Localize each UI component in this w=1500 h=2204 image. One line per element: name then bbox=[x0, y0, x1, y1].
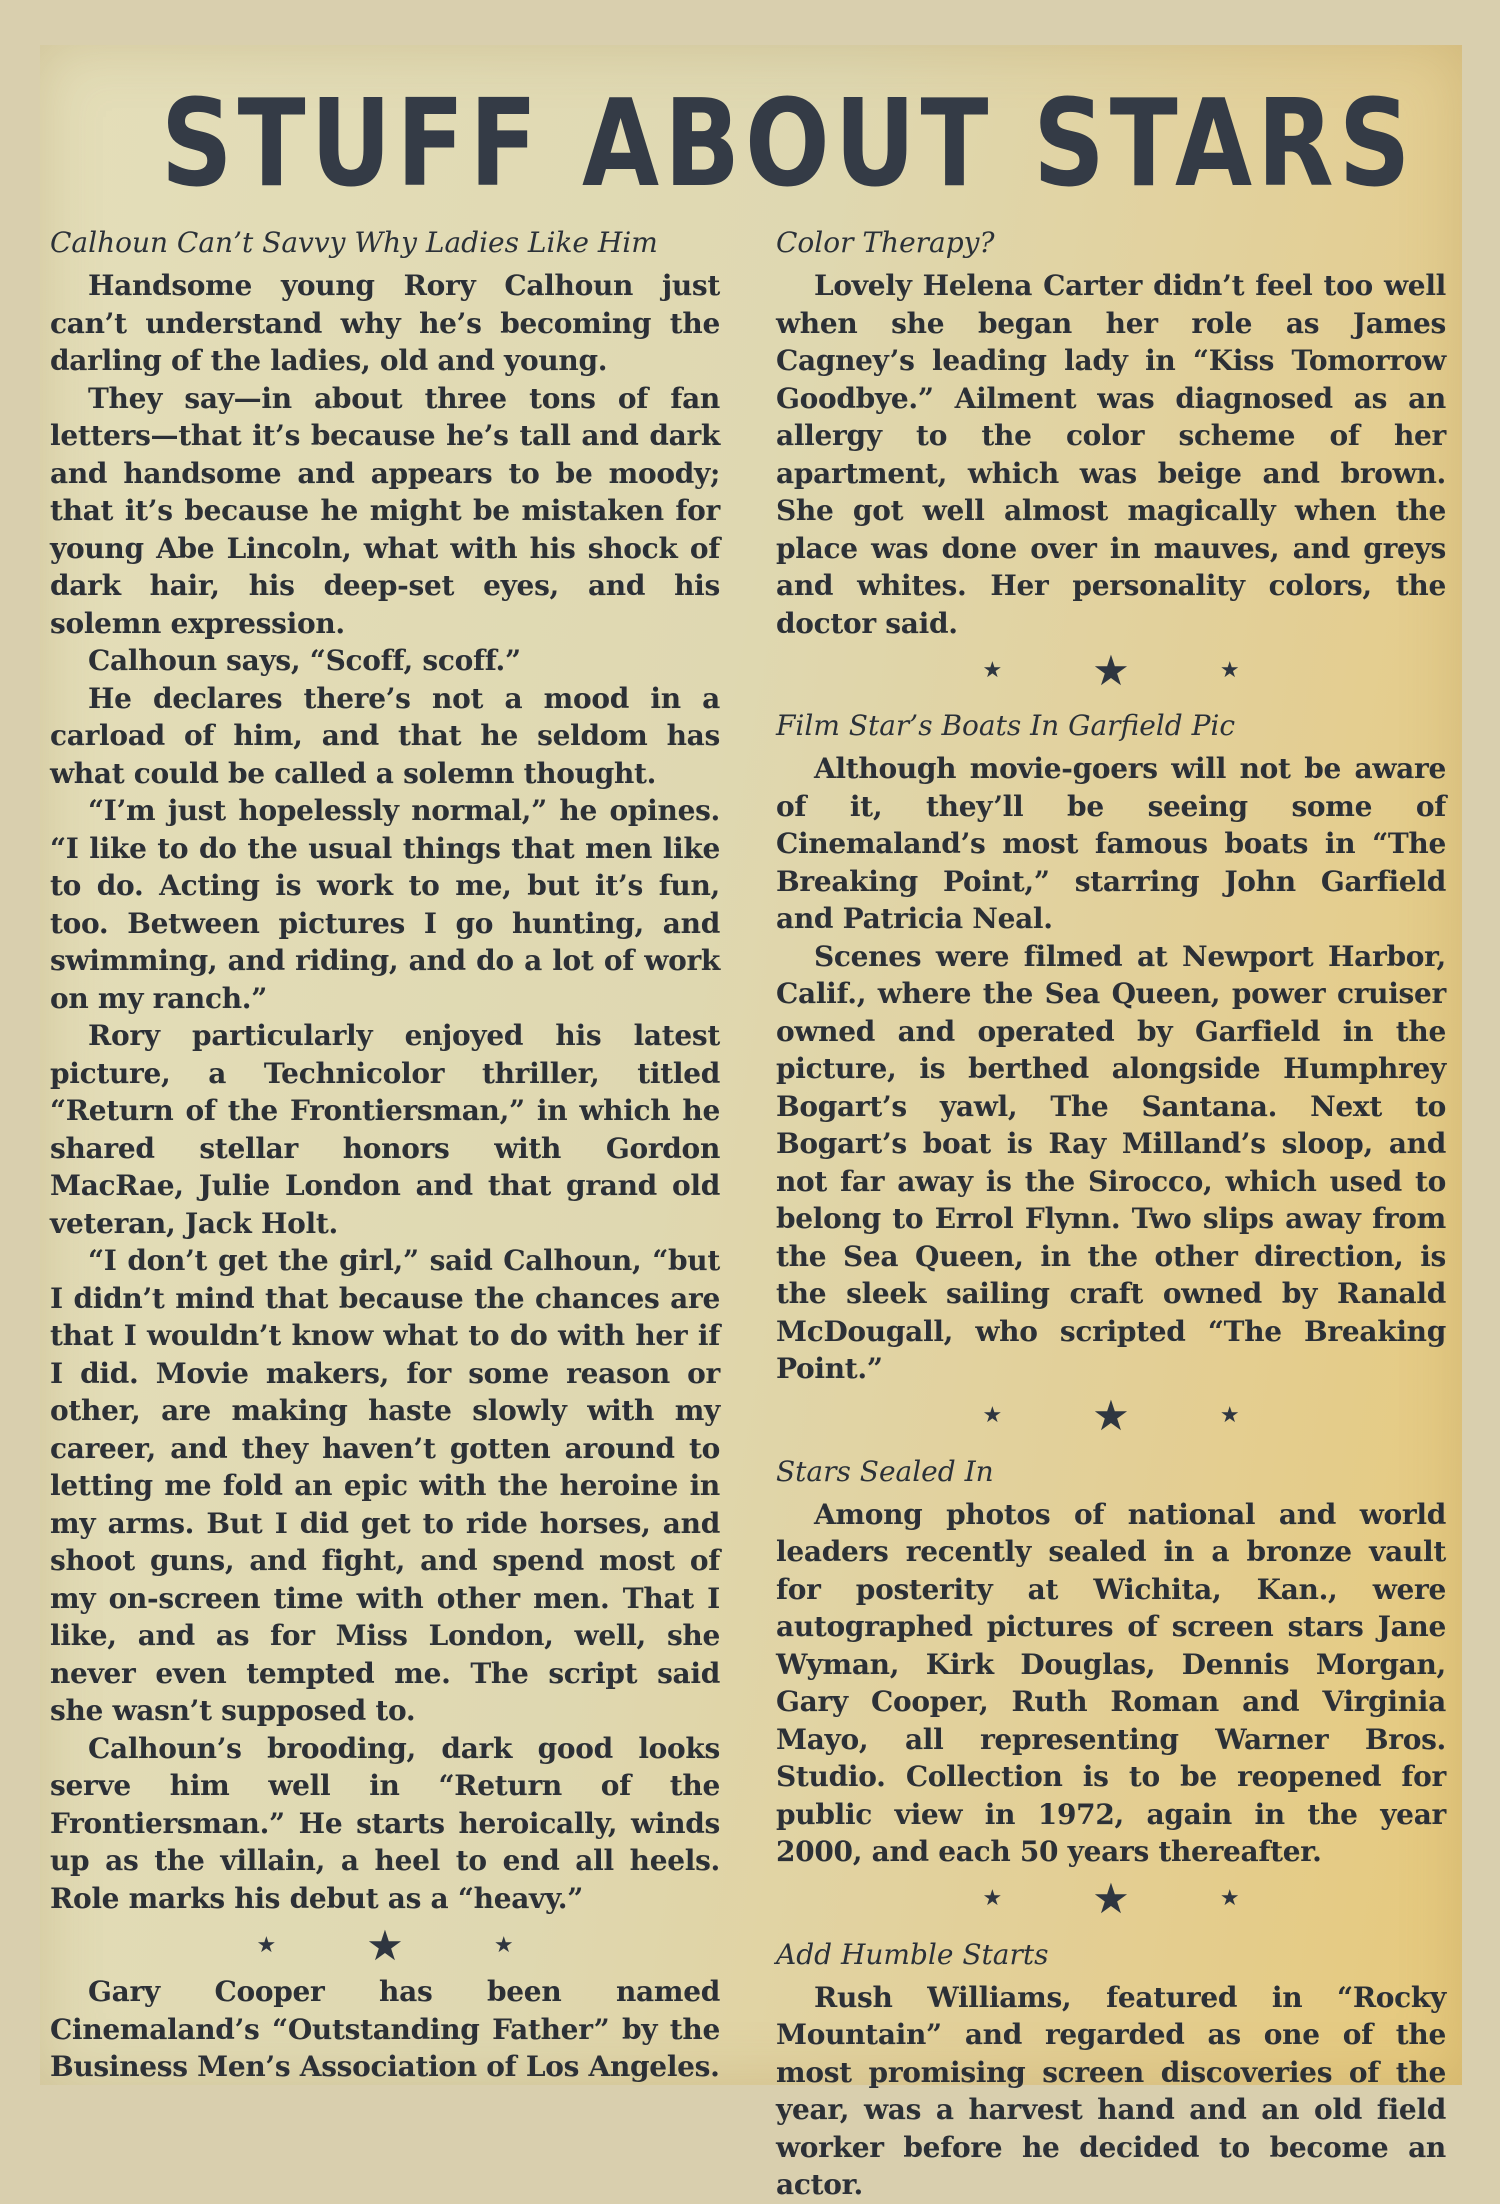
star-divider bbox=[776, 1871, 1446, 1927]
article-paragraph: He declares there’s not a mood in a carload of him, and that he seldom has what could be called a solemn thought. bbox=[50, 681, 720, 790]
star-divider bbox=[776, 642, 1446, 698]
star-icon: ★ bbox=[982, 1403, 1003, 1428]
star-icon: ★ bbox=[982, 657, 1003, 683]
star-icon: ★ bbox=[366, 1920, 404, 1970]
article-title: Add Humble Starts bbox=[776, 1937, 1049, 1971]
magazine-page bbox=[40, 45, 1462, 2201]
article-paragraph: Gary Cooper has been named Cinemaland’s “Outstanding Father” by the Business Men’s Association of Los Angeles. bbox=[50, 1975, 720, 2083]
star-divider bbox=[50, 1917, 720, 1973]
star-divider bbox=[776, 1388, 1446, 1444]
article-title: Calhoun Can’t Savvy Why Ladies Like Him bbox=[50, 226, 658, 259]
article-paragraph: Handsome young Rory Calhoun just can’t understand why he’s becoming the darling of the ladies, old and young. bbox=[50, 269, 720, 377]
article-paragraph: “I’m just hopelessly normal,” he opines. “I like to do the usual things that men like to do. Acting is work to me, but it’s fun, too. Between pictures I go hunting, and swimming, and riding, and do a lot of work on my ranch.” bbox=[50, 794, 720, 1015]
article-paragraph: They say—in about three tons of fan letters—that it’s because he’s tall and dark and handsome and appears to be moody; that it’s because he might be mistaken for young Abe Lincoln, what with his shock of dark hair, his deep-set eyes, and his solemn expression. bbox=[50, 381, 720, 640]
left-column bbox=[50, 215, 720, 2086]
article-title: Color Therapy? bbox=[776, 226, 995, 259]
article-title: Stars Sealed In bbox=[776, 1454, 994, 1488]
article-title: Film Star’s Boats In Garfield Pic bbox=[776, 709, 1236, 742]
star-icon: ★ bbox=[1219, 657, 1240, 683]
star-icon: ★ bbox=[982, 1886, 1003, 1911]
star-icon: ★ bbox=[1219, 1403, 1240, 1428]
star-icon: ★ bbox=[256, 1932, 277, 1958]
article-paragraph: “I don’t get the girl,” said Calhoun, “but I didn’t mind that because the chances are that I wouldn’t know what to do with her if I did. Movie makers, for some reason or other, are making haste slowly with my career, and they haven’t gotten around to letting me fold an epic with the heroine in my arms. But I did get to ride horses, and shoot guns, and fight, and spend most of my on-screen time with other men. That I like, and as for Miss London, well, she never even tempted me. The script said she wasn’t supposed to. bbox=[50, 1244, 720, 1727]
article-paragraph: Rush Williams, featured in “Rocky Mountain” and regarded as one of the most promising screen discoveries of the year, was a harvest hand and an old field worker before he decided to become an actor. bbox=[776, 1980, 1446, 2201]
article-paragraph: Among photos of national and world leaders recently sealed in a bronze vault for posterity at Wichita, Kan., were autographed pictures of screen stars Jane Wyman, Kirk Douglas, Dennis Morgan, Gary Cooper, Ruth Roman and Virginia Mayo, all representing Warner Bros. Studio. Collection is to be reopened for public view in 1972, again in the year 2000, and each 50 years thereafter. bbox=[776, 1497, 1446, 1868]
article-paragraph: Although movie-goers will not be aware of it, they’ll be seeing some of Cinemaland’s most famous boats in “The Breaking Point,” starring John Garfield and Patricia Neal. bbox=[776, 752, 1446, 935]
page-headline: STUFF ABOUT STARS bbox=[160, 75, 1416, 214]
article-paragraph: Calhoun says, “Scoff, scoff.” bbox=[88, 644, 521, 677]
article-paragraph: Calhoun’s brooding, dark good looks serve him well in “Return of the Frontiersman.” He starts heroically, winds up as the villain, a heel to end all heels. Role marks his debut as a “heavy.” bbox=[50, 1731, 720, 1915]
star-icon: ★ bbox=[493, 1932, 514, 1958]
right-column bbox=[776, 215, 1446, 2204]
article-paragraph: Scenes were filmed at Newport Harbor, Calif., where the Sea Queen, power cruiser owned and operated by Garfield in the picture, is berthed alongside Humphrey Bogart’s yawl, The Santana. Next to Bogart’s boat is Ray Milland’s sloop, and not far away is the Sirocco, which used to belong to Errol Flynn. Two slips away from the Sea Queen, in the other direction, is the sleek sailing craft owned by Ranald McDougall, who scripted “The Breaking Point.” bbox=[776, 939, 1446, 1385]
star-icon: ★ bbox=[1092, 645, 1130, 695]
article-paragraph: Lovely Helena Carter didn’t feel too well when she began her role as James Cagney’s leading lady in “Kiss Tomorrow Goodbye.” Ailment was diagnosed as an allergy to the color scheme of her apartment, which was beige and brown. She got well almost magically when the place was done over in mauves, and greys and whites. Her personality colors, the doctor said. bbox=[776, 269, 1446, 640]
star-icon: ★ bbox=[1219, 1886, 1240, 1911]
star-icon: ★ bbox=[1092, 1874, 1130, 1923]
star-icon: ★ bbox=[1092, 1391, 1130, 1440]
article-paragraph: Rory particularly enjoyed his latest picture, a Technicolor thriller, titled “Return of the Frontiersman,” in which he shared stellar honors with Gordon MacRae, Julie London and that grand old veteran, Jack Holt. bbox=[50, 1019, 720, 1240]
